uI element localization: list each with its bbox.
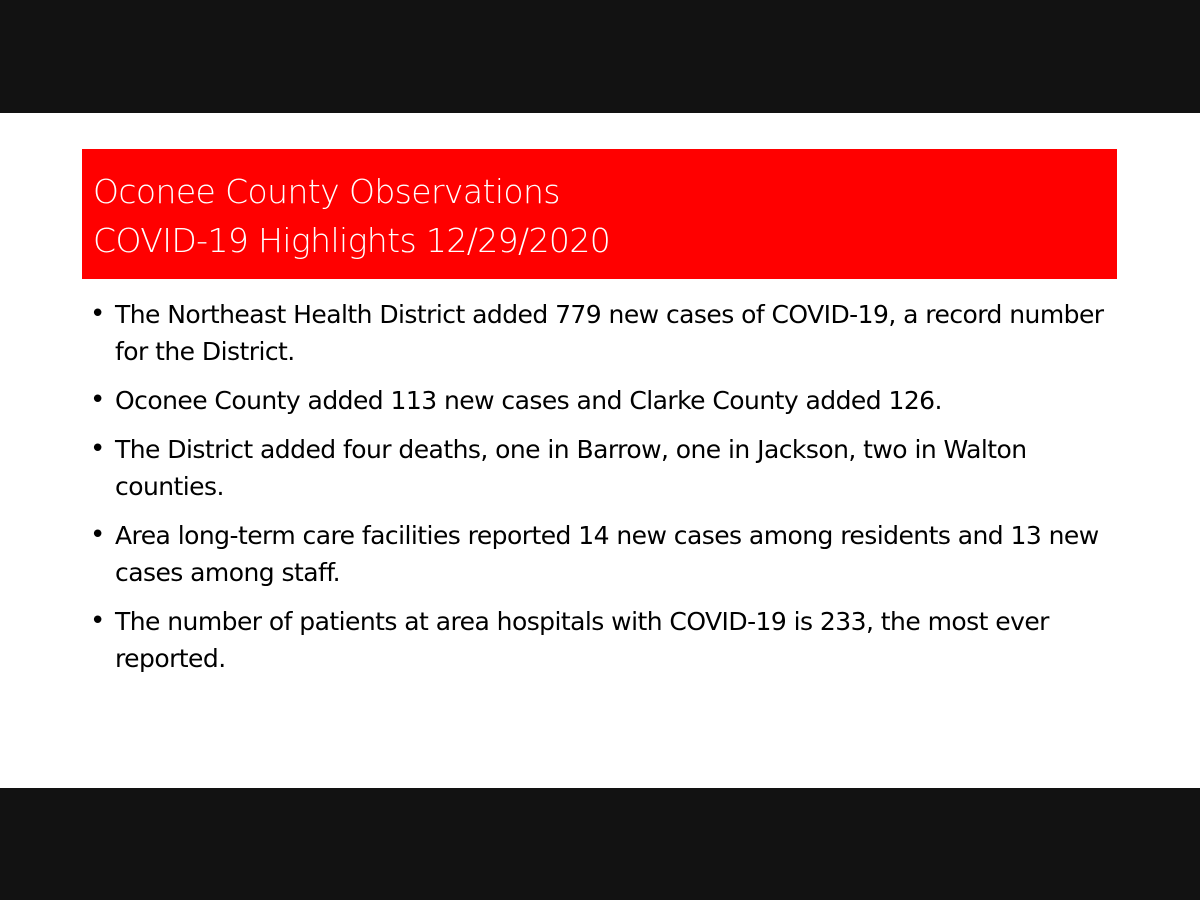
bullet-item: [90, 382, 1120, 419]
bullet-list: [90, 296, 1120, 689]
bullet-point-icon: •: [90, 520, 106, 550]
bullet-item: [90, 431, 1120, 505]
bullet-item: [90, 517, 1120, 591]
bullet-item: [90, 603, 1120, 677]
slide-title-line-2: COVID-19 Highlights 12/29/2020: [93, 221, 611, 260]
bullet-text: The District added four deaths, one in Barrow, one in Jackson, two in Walton counties.: [115, 435, 1027, 501]
slide-title-banner: [82, 149, 1117, 279]
bullet-point-icon: •: [90, 299, 106, 329]
letterbox-top: [0, 0, 1200, 113]
bullet-point-icon: •: [90, 385, 106, 415]
bullet-point-icon: •: [90, 606, 106, 636]
bullet-point-icon: •: [90, 434, 106, 464]
bullet-text: Oconee County added 113 new cases and Clarke County added 126.: [115, 386, 942, 415]
bullet-text: Area long-term care facilities reported 14 new cases among residents and 13 new cases among staff.: [115, 521, 1099, 587]
slide: [0, 113, 1200, 788]
bullet-item: [90, 296, 1120, 370]
bullet-text: The Northeast Health District added 779 new cases of COVID-19, a record number for the District.: [115, 300, 1104, 366]
letterbox-bottom: [0, 788, 1200, 900]
slide-title-line-1: Oconee County Observations: [93, 172, 560, 211]
bullet-text: The number of patients at area hospitals with COVID-19 is 233, the most ever reported.: [115, 607, 1049, 673]
